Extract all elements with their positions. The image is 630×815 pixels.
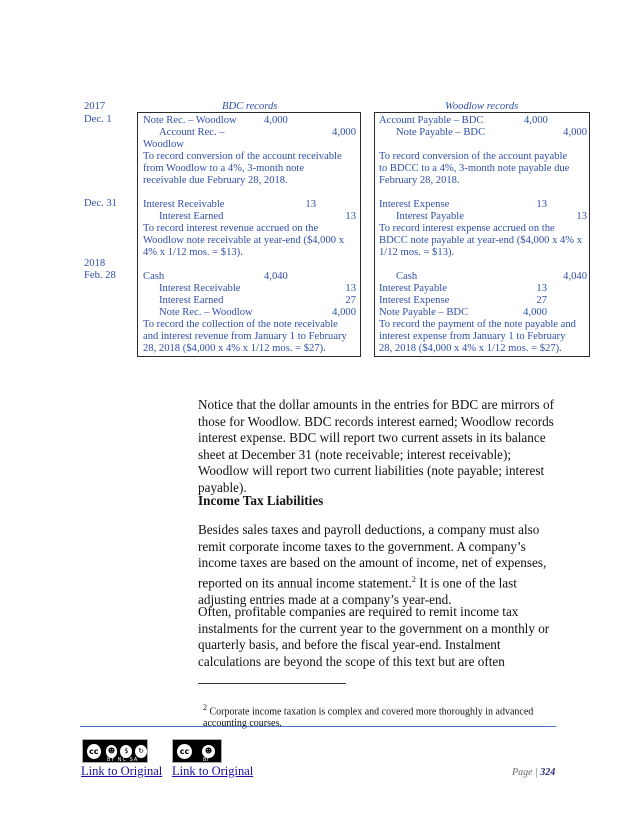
bdc-e3-credit2: Interest Earned — [159, 295, 224, 306]
bdc-e1-debit-amt: 4,000 — [264, 115, 288, 126]
footnote-divider — [198, 683, 346, 684]
bdc-e3-credit3-amt: 4,000 — [332, 307, 356, 318]
woodlow-e2-desc2: BDCC note payable at year-end ($4,000 x 4% x — [379, 235, 583, 246]
woodlow-e2-credit: Interest Payable — [396, 211, 464, 222]
bdc-journal-box — [137, 112, 361, 357]
nc-dollar-icon: $ — [120, 745, 132, 758]
woodlow-e3-debit1: Interest Payable — [379, 283, 447, 294]
woodlow-e3-credit-cash: Cash — [396, 271, 418, 282]
link-to-original-1[interactable]: Link to Original — [81, 764, 163, 778]
date-feb28: Feb. 28 — [84, 270, 116, 281]
woodlow-e3-desc2: interest expense from January 1 to February — [379, 331, 566, 342]
woodlow-e3-debit3-amt: 4,000 — [523, 307, 547, 318]
woodlow-e1-credit-amt: 4,000 — [563, 127, 587, 138]
footnote-number: 2 — [203, 703, 207, 712]
woodlow-e1-desc2: to BDCC to a 4%, 3-month note payable due — [379, 163, 570, 174]
page-num: 324 — [540, 767, 556, 778]
bdc-e2-desc1: To record interest revenue accrued on the — [143, 223, 319, 234]
bdc-e3-desc3: 28, 2018 ($4,000 x 4% x 1/12 mos. = $27). — [143, 343, 326, 354]
bdc-e1-credit: Account Rec. – — [159, 127, 225, 138]
footnote-ref: 2 — [411, 574, 416, 584]
woodlow-e2-debit: Interest Expense — [379, 199, 450, 210]
badge1-text: BY NC SA — [107, 757, 139, 763]
paragraph-mirror-entries-text: Notice that the dollar amounts in the entries for BDC are mirrors of those for Woodlow. BDC records interest earned; Woodlow records interest expense. BDC will report two current assets in its balance sheet at December 31 (note receivable; interest receivable); Woodlow will report two current liabilities (note payable; interest payable). — [198, 397, 554, 495]
woodlow-journal-box — [374, 112, 590, 357]
paragraph-income-tax-a: Besides sales taxes and payroll deductions, a company must also remit corporate income taxes to the government. A company’s income taxes are based on the amount of income, net of expenses, reported on its annual income statement. — [198, 522, 547, 591]
woodlow-e1-debit: Account Payable – BDC — [379, 115, 484, 126]
paragraph-income-tax-b: It is one of the last adjusting entries made at a company’s year-end. — [198, 575, 517, 607]
woodlow-e3-debit3: Note Payable – BDC — [379, 307, 469, 318]
link-to-original-2[interactable]: Link to Original — [172, 764, 254, 778]
woodlow-records-header: Woodlow records — [445, 101, 519, 112]
woodlow-e1-desc1: To record conversion of the account payable — [379, 151, 568, 162]
bdc-e1-credit-cont: Woodlow — [143, 139, 184, 150]
bdc-e3-credit2-amt: 27 — [345, 295, 356, 306]
bdc-e1-desc3: receivable due February 28, 2018. — [143, 175, 288, 186]
woodlow-e2-desc3: 1/12 mos. = $13). — [379, 247, 455, 258]
paragraph-income-tax-text — [198, 522, 563, 608]
badge2-text: BY — [203, 757, 210, 763]
woodlow-e2-credit-amt: 13 — [576, 211, 587, 222]
bdc-e2-debit-amt: 13 — [305, 199, 316, 210]
woodlow-e3-debit2: Interest Expense — [379, 295, 450, 306]
woodlow-e3-debit2-amt: 27 — [536, 295, 547, 306]
bdc-e3-debit: Cash — [143, 271, 165, 282]
date-2018: 2018 — [84, 258, 106, 269]
by-person-icon: ☻ — [106, 745, 118, 758]
bdc-e1-desc2: from Woodlow to a 4%, 3-month note — [143, 163, 305, 174]
cc-by-badge[interactable] — [172, 739, 222, 763]
bdc-e2-desc2: Woodlow note receivable at year-end ($4,000 x — [143, 235, 345, 246]
section-heading: Income Tax Liabilities — [198, 493, 324, 508]
bdc-e2-credit: Interest Earned — [159, 211, 224, 222]
bdc-e2-desc3: 4% x 1/12 mos. = $13). — [143, 247, 243, 258]
cc-by-nc-sa-badge[interactable] — [82, 739, 148, 763]
paragraph-instalments-text: Often, profitable companies are required to remit income tax instalments for the current year to the government on a monthly or quarterly basis, and before the fiscal year-end. Instalment calculations are beyond the scope of this text but are often — [198, 604, 550, 669]
bdc-e3-desc2: and interest revenue from January 1 to February — [143, 331, 347, 342]
bdc-e2-credit-amt: 13 — [345, 211, 356, 222]
by-person-icon-2: ☻ — [202, 745, 215, 758]
bdc-e2-debit: Interest Receivable — [143, 199, 225, 210]
bdc-e3-credit3: Note Rec. – Woodlow — [159, 307, 253, 318]
woodlow-e1-debit-amt: 4,000 — [524, 115, 548, 126]
footnote-text: Corporate income taxation is complex and covered more thoroughly in advanced accounting courses. — [203, 706, 534, 730]
cc-logo-icon: cc — [85, 742, 103, 761]
woodlow-e1-desc3: February 28, 2018. — [379, 175, 460, 186]
page-number — [512, 767, 555, 778]
bdc-records-header: BDC records — [222, 101, 278, 112]
year-2017: 2017 — [84, 101, 106, 112]
footer-divider — [80, 726, 556, 727]
paragraph-mirror-entries — [198, 397, 563, 497]
cc-logo-icon-2: cc — [175, 742, 194, 761]
woodlow-e3-desc3: 28, 2018 ($4,000 x 4% x 1/12 mos. = $27). — [379, 343, 562, 354]
bdc-e1-desc1: To record conversion of the account receivable — [143, 151, 342, 162]
bdc-e3-credit1: Interest Receivable — [159, 283, 241, 294]
woodlow-e2-debit-amt: 13 — [536, 199, 547, 210]
bdc-e3-credit1-amt: 13 — [345, 283, 356, 294]
woodlow-e1-credit: Note Payable – BDC — [396, 127, 486, 138]
bdc-e3-desc1: To record the collection of the note receivable — [143, 319, 338, 330]
bdc-e1-debit: Note Rec. – Woodlow — [143, 115, 237, 126]
page-label: Page | — [512, 767, 541, 778]
woodlow-e3-desc1: To record the payment of the note payable and — [379, 319, 576, 330]
sa-share-icon: ↻ — [135, 745, 147, 758]
paragraph-income-tax — [198, 522, 563, 608]
bdc-e1-credit-amt: 4,000 — [332, 127, 356, 138]
woodlow-e2-desc1: To record interest expense accrued on the — [379, 223, 555, 234]
bdc-e3-debit-amt: 4,040 — [264, 271, 288, 282]
woodlow-e3-cash-amt: 4,040 — [563, 271, 587, 282]
woodlow-e3-debit1-amt: 13 — [536, 283, 547, 294]
paragraph-instalments — [198, 604, 563, 670]
date-dec31: Dec. 31 — [84, 198, 117, 209]
date-dec1: Dec. 1 — [84, 114, 112, 125]
